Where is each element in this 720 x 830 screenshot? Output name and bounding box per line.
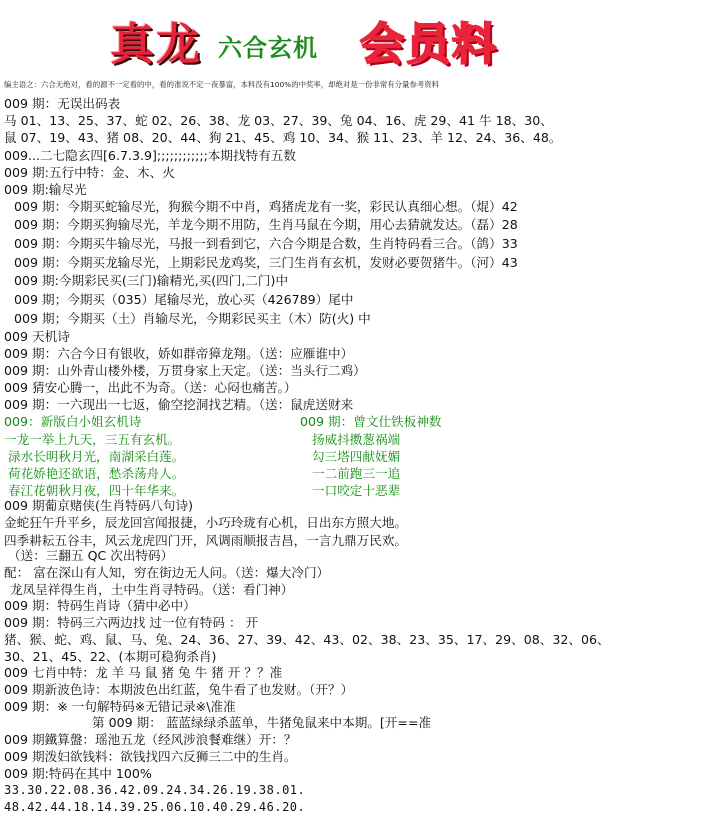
green-left-line: 春江花朝秋月夜，四十年华来。	[8, 483, 185, 498]
text-line: 009 期:特码在其中 100%	[4, 766, 152, 781]
text-line: 009 期：今期买狗输尽光，羊龙今期不用防，生肖马鼠在今期，用心去猜就发达。（磊）28	[14, 217, 518, 232]
number-line: 33.30.22.08.36.42.09.24.34.26.19.38.01.	[4, 783, 306, 797]
green-right-line: 勾三塔四献妩媚	[312, 449, 401, 464]
text-line: 009 期：一六现出一七返，偷空挖洞找艺精。（送：鼠虎送财来	[4, 397, 354, 412]
green-right-line: 扬威抖擞葱祸端	[312, 432, 401, 447]
text-line: 009 猜安心腾一，出此不为奇。（送：心闷也痛苦。）	[4, 380, 297, 395]
text-line: 009 期：特码三六两边找 过一位有特码 ： 开	[4, 615, 259, 630]
number-line: 48.42.44.18.14.39.25.06.10.40.29.46.20.	[4, 800, 306, 814]
text-line: 009 期:今期彩民买(三门)输精光,买(四门,二门)中	[14, 273, 289, 288]
text-line: 金蛇狂午升平乡，辰龙回宫闻报捷，小巧玲珑有心机，日出东方照大地。	[4, 515, 407, 530]
text-line: 009 期新波色诗：本期波色出红蓝，兔牛看了也发财。（开？）	[4, 682, 354, 697]
text-line: 009...二七隐玄四[6.7.3.9];;;;;;;;;;;;本期找特有五数	[4, 148, 296, 163]
text-line: 第 009 期： 蓝蓝绿绿杀蓝单，牛猪兔鼠来中本期。[开==准	[92, 715, 432, 730]
green-right-title: 009 期：曾文仕铁板神数	[300, 414, 442, 429]
text-line: 009 期；今期买（035）尾输尽光，放心买（426789）尾中	[14, 292, 354, 307]
green-left-line: 渌水长明秋月光，南湖采白莲。	[8, 449, 185, 464]
text-line: 30、21、45、22、(本期可稳狗杀肖)	[4, 649, 217, 664]
text-line: 009 期：山外青山楼外楼，万贯身家上天定。（送：当头行二鸡）	[4, 363, 366, 378]
text-line: 009 期泼妇欲钱料：欲钱找四六反狮三二中的生肖。	[4, 749, 297, 764]
text-line: 009 期:输尽光	[4, 182, 87, 197]
text-line: 009 期：六合今日有银收，娇如群帝獐龙翔。（送：应雁谁中）	[4, 346, 354, 361]
text-line: 马 01、13、25、37、蛇 02、26、38、龙 03、27、39、兔 04、16、虎 29、41 牛 18、30、	[4, 113, 553, 128]
banner-title-middle: 六合玄机	[218, 33, 318, 62]
green-left-title: 009：新版白小姐玄机诗	[4, 414, 142, 429]
text-line: 009 期；今期买（土）肖输尽光，今期彩民买主（木）防(火) 中	[14, 311, 371, 326]
text-line: 009 期:五行中特：金、木、火	[4, 165, 175, 180]
text-line: 009 期鐵算盤：瑶池五龙（经风涉浪餐难继）开：？	[4, 732, 297, 747]
green-right-line: 一口咬定十恶辈	[312, 483, 401, 498]
text-line: 009 期：今期买牛输尽光，马报一到看到它，六合今期是合数，生肖特码看三合。（鸽）33	[14, 236, 518, 251]
green-left-line: 荷花娇艳还欲语，愁杀荡舟人。	[8, 466, 185, 481]
text-line: 猪、猴、蛇、鸡、鼠、马、兔、24、36、27、39、42、43、02、38、23、35、17、29、08、32、06、	[4, 632, 610, 647]
text-line: 009 期：特码生肖诗（猜中必中）	[4, 598, 196, 613]
text-line: 龙凤呈祥得生肖，土中生肖寻特码。（送：看门神）	[10, 582, 294, 597]
text-line: 鼠 07、19、43、猪 08、20、44、狗 21、45、鸡 10、34、猴 11、23、羊 12、24、36、48。	[4, 130, 562, 145]
text-line: （送：三翻五 QC 次出特码）	[8, 548, 174, 563]
header-banner	[0, 0, 720, 80]
text-line: 009 期：今期买蛇输尽光，狗猴今期不中肖，鸡猪虎龙有一奖，彩民认真细心想。（焜）42	[14, 199, 518, 214]
text-line: 配： 富在深山有人知，穷在街边无人问。（送：爆大冷门）	[4, 565, 330, 580]
banner-title-left: 真龙	[110, 19, 202, 70]
banner-title-right: 会员料	[360, 19, 498, 70]
text-line: 009 期：※ 一句解特码※无错记录※\准准	[4, 699, 236, 714]
text-line: 四季耕耘五谷丰，风云龙虎四门开，风调雨顺报吉昌，一言九鼎万民欢。	[4, 533, 407, 548]
text-line: 009 七肖中特：龙 羊 马 鼠 猪 兔 牛 猪 开 ？？准	[4, 665, 283, 680]
green-right-line: 一二前跑三一追	[312, 466, 401, 481]
text-line: 009 天机诗	[4, 329, 70, 344]
text-line: 009 期：无误出码表	[4, 96, 121, 111]
text-line: 009 期葡京赌侠(生肖特码八句诗)	[4, 498, 193, 513]
text-line: 009 期：今期买龙输尽光，上期彩民龙鸡奖，三门生肖有玄机，发财必要贺猪牛。（河）43	[14, 255, 518, 270]
green-left-line: 一龙一举上九天，三五有玄机。	[4, 432, 181, 447]
disclaimer-notice: 编主语之：六合无绝对，看的源不一定看的中，看的准说不定一夜暴富，本料没有100%的中奖率，却绝对是一份非常有分量参考资料	[4, 80, 440, 89]
